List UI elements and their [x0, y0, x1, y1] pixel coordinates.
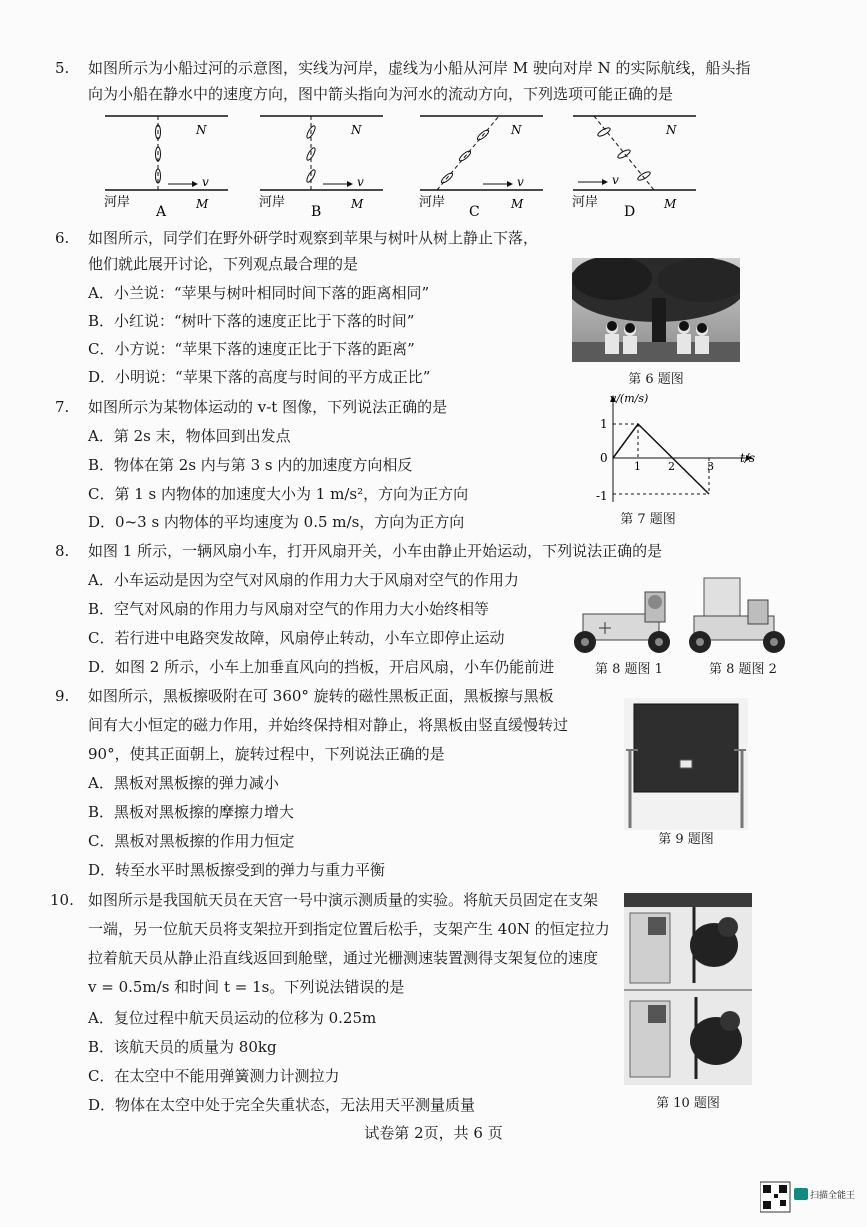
- q6-caption: 第 6 题图: [628, 372, 684, 387]
- q10-stem-line4: v = 0.5m/s 和时间 t = 1s。下列说法错误的是: [88, 978, 405, 996]
- svg-text:0: 0: [600, 451, 608, 465]
- q6-photo-tree-students: [572, 258, 740, 362]
- q8-photo-fan-car-1: [565, 578, 685, 658]
- q8-option-c: C．若行进中电路突发故障，风扇停止转动，小车立即停止运动: [88, 629, 505, 647]
- svg-text:M: M: [664, 197, 677, 211]
- q10-photo-space-station: [624, 893, 752, 1085]
- q10-stem-line3: 拉着航天员从静止沿直线返回到舱壁，通过光栅测速装置测得支架复位的速度: [88, 949, 599, 967]
- q5-number: 5.: [55, 59, 70, 77]
- svg-text:v: v: [357, 175, 364, 189]
- q6-stem-line2: 他们就此展开讨论，下列观点最合理的是: [88, 255, 359, 273]
- svg-text:t/s: t/s: [740, 451, 756, 465]
- page-footer: 试卷第 2页，共 6 页: [364, 1124, 503, 1142]
- q5-diagram-d: [568, 110, 703, 218]
- q8-option-a: A．小车运动是因为空气对风扇的作用力大于风扇对空气的作用力: [88, 571, 519, 589]
- q10-stem-line2: 一端，另一位航天员将支架拉开到指定位置后松手，支架产生 40N 的恒定拉力: [88, 920, 610, 938]
- q10-option-b: B．该航天员的质量为 80kg: [88, 1038, 277, 1056]
- q8-number: 8.: [55, 542, 70, 560]
- svg-text:M: M: [351, 197, 364, 211]
- q10-option-d: D．物体在太空中处于完全失重状态，无法用天平测量质量: [88, 1096, 476, 1114]
- q7-number: 7.: [55, 398, 70, 416]
- q9-option-b: B．黑板对黑板擦的摩擦力增大: [88, 803, 295, 821]
- svg-text:2: 2: [668, 460, 675, 473]
- q7-option-a: A．第 2s 末，物体回到出发点: [88, 427, 291, 445]
- svg-text:1: 1: [600, 417, 608, 431]
- q9-caption: 第 9 题图: [658, 832, 714, 847]
- svg-text:河岸: 河岸: [259, 195, 286, 210]
- svg-text:v: v: [612, 173, 619, 187]
- q6-option-b: B．小红说：“树叶下落的速度正比于下落的时间”: [88, 312, 415, 330]
- svg-text:N: N: [196, 123, 207, 137]
- q9-photo-blackboard: [624, 698, 748, 830]
- q7-option-c: C．第 1 s 内物体的加速度大小为 1 m/s²，方向为正方向: [88, 485, 469, 503]
- q8-stem-line1: 如图 1 所示，一辆风扇小车，打开风扇开关，小车由静止开始运动，下列说法正确的是: [88, 542, 663, 560]
- svg-text:v/(m/s): v/(m/s): [610, 392, 649, 405]
- q9-stem-line3: 90°，使其正面朝上，旋转过程中，下列说法正确的是: [88, 745, 445, 763]
- q7-option-b: B．物体在第 2s 内与第 3 s 内的加速度方向相反: [88, 456, 413, 474]
- q5-diagram-c: [415, 110, 550, 218]
- q6-stem-line1: 如图所示，同学们在野外研学时观察到苹果与树叶从树上静止下落，: [88, 229, 539, 247]
- svg-text:M: M: [511, 197, 524, 211]
- q10-option-c: C．在太空中不能用弹簧测力计测拉力: [88, 1067, 340, 1085]
- q6-option-a: A．小兰说：“苹果与树叶相同时间下落的距离相同”: [88, 284, 430, 302]
- q10-caption: 第 10 题图: [656, 1096, 720, 1111]
- q10-stem-line1: 如图所示是我国航天员在天宫一号中演示测质量的实验。将航天员固定在支架: [88, 891, 599, 909]
- q5-diagram-a: [100, 110, 235, 218]
- svg-text:河岸: 河岸: [104, 195, 131, 210]
- q9-stem-line2: 间有大小恒定的磁力作用，并始终保持相对静止，将黑板由竖直缓慢转过: [88, 716, 569, 734]
- svg-text:v: v: [517, 175, 524, 189]
- svg-text:C: C: [469, 204, 480, 218]
- q9-option-a: A．黑板对黑板擦的弹力减小: [88, 774, 279, 792]
- svg-text:v: v: [202, 175, 209, 189]
- svg-text:N: N: [351, 123, 362, 137]
- q8-photo-fan-car-2: [682, 572, 797, 658]
- svg-text:A: A: [156, 204, 167, 218]
- svg-text:1: 1: [634, 460, 641, 473]
- q8-caption-1: 第 8 题图 1: [595, 662, 663, 677]
- q8-option-b: B．空气对风扇的作用力与风扇对空气的作用力大小始终相等: [88, 600, 490, 618]
- q9-stem-line1: 如图所示，黑板擦吸附在可 360° 旋转的磁性黑板正面，黑板擦与黑板: [88, 687, 554, 705]
- q10-option-a: A．复位过程中航天员运动的位移为 0.25m: [88, 1009, 377, 1027]
- q7-stem-line1: 如图所示为某物体运动的 v-t 图像，下列说法正确的是: [88, 398, 448, 416]
- svg-text:M: M: [196, 197, 209, 211]
- scanner-watermark: [760, 1180, 860, 1216]
- svg-text:河岸: 河岸: [572, 195, 599, 210]
- q7-option-d: D．0~3 s 内物体的平均速度为 0.5 m/s，方向为正方向: [88, 513, 465, 531]
- q6-option-c: C．小方说：“苹果下落的速度正比于下落的距离”: [88, 340, 415, 358]
- q9-number: 9.: [55, 687, 70, 705]
- q5-diagram-b: [255, 110, 390, 218]
- q8-caption-2: 第 8 题图 2: [709, 662, 777, 677]
- q6-option-d: D．小明说：“苹果下落的高度与时间的平方成正比”: [88, 368, 431, 386]
- svg-text:B: B: [311, 204, 322, 218]
- svg-text:河岸: 河岸: [419, 195, 446, 210]
- q5-stem-line2: 向为小船在静水中的速度方向，图中箭头指向为河水的流动方向，下列选项可能正确的是: [88, 85, 674, 103]
- svg-text:N: N: [511, 123, 522, 137]
- q6-number: 6.: [55, 229, 70, 247]
- svg-text:-1: -1: [596, 489, 608, 503]
- q9-option-c: C．黑板对黑板擦的作用力恒定: [88, 832, 295, 850]
- svg-text:N: N: [666, 123, 677, 137]
- scanner-label: 扫描全能王: [810, 1191, 856, 1201]
- svg-text:3: 3: [707, 460, 714, 473]
- svg-text:D: D: [624, 204, 636, 218]
- q10-number: 10.: [50, 891, 74, 909]
- q7-vt-graph: [588, 392, 763, 512]
- q7-caption: 第 7 题图: [620, 512, 676, 527]
- q9-option-d: D．转至水平时黑板擦受到的弹力与重力平衡: [88, 861, 386, 879]
- q8-option-d: D．如图 2 所示，小车上加垂直风向的挡板，开启风扇，小车仍能前进: [88, 658, 555, 676]
- q5-stem-line1: 如图所示为小船过河的示意图，实线为河岸，虚线为小船从河岸 M 驶向对岸 N 的实际航线，船头指: [88, 59, 751, 77]
